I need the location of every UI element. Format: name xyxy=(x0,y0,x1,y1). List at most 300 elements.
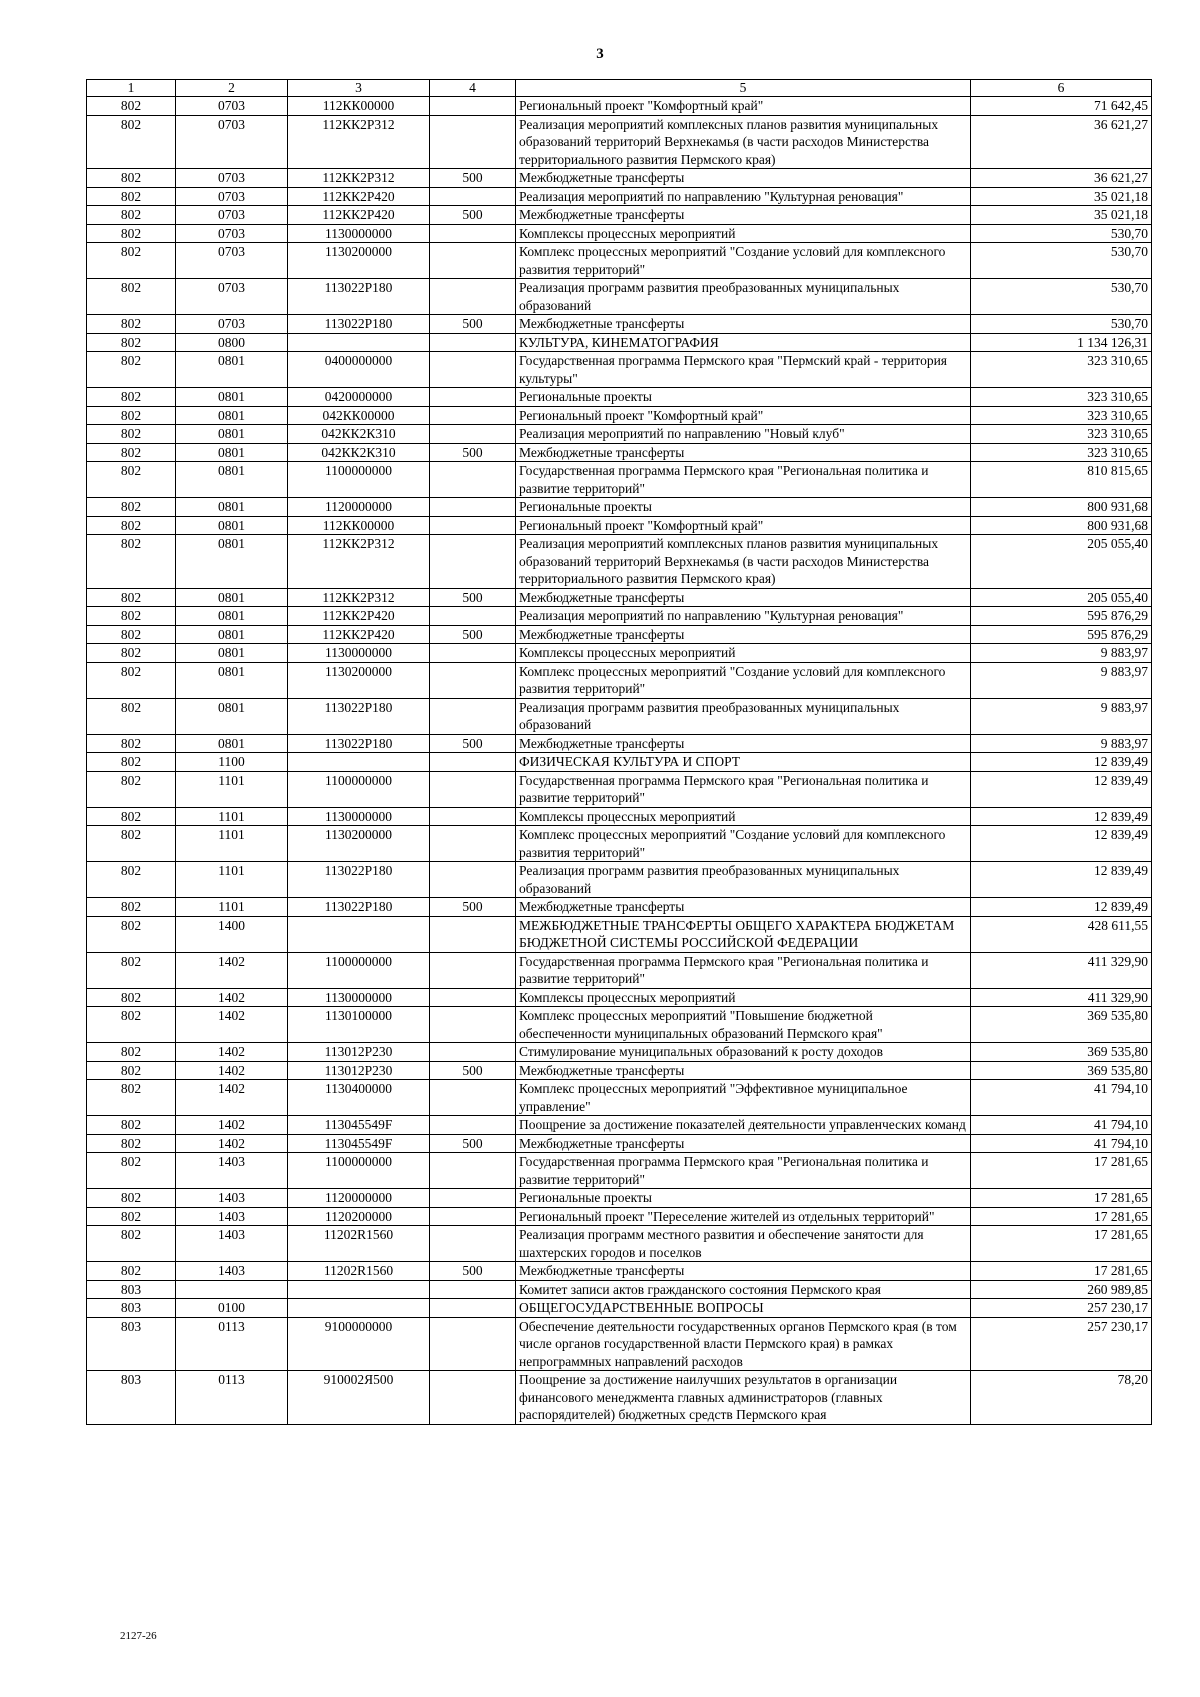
table-row xyxy=(87,916,1152,952)
expense-type-code-cell xyxy=(430,388,516,407)
ministry-code-cell: 803 xyxy=(87,1371,176,1425)
expense-type-code-cell: 500 xyxy=(430,1061,516,1080)
item-name-cell: Реализация программ развития преобразованных муниципальных образований xyxy=(516,862,971,898)
amount-cell: 41 794,10 xyxy=(971,1134,1152,1153)
ministry-code-cell: 802 xyxy=(87,1207,176,1226)
expense-type-code-cell xyxy=(430,97,516,116)
item-name-cell: Комплекс процессных мероприятий "Создание условий для комплексного развития территорий" xyxy=(516,826,971,862)
section-code-cell: 0801 xyxy=(176,588,288,607)
ministry-code-cell: 802 xyxy=(87,1226,176,1262)
item-name-cell: Реализация мероприятий по направлению "Культурная реновация" xyxy=(516,607,971,626)
ministry-code-cell: 802 xyxy=(87,1134,176,1153)
section-code-cell: 0703 xyxy=(176,169,288,188)
table-row xyxy=(87,698,1152,734)
column-header: 5 xyxy=(516,80,971,97)
expense-type-code-cell xyxy=(430,771,516,807)
expense-type-code-cell xyxy=(430,1226,516,1262)
section-code-cell: 0703 xyxy=(176,224,288,243)
ministry-code-cell: 802 xyxy=(87,516,176,535)
target-code-cell: 113022Р180 xyxy=(288,279,430,315)
ministry-code-cell: 802 xyxy=(87,462,176,498)
ministry-code-cell: 802 xyxy=(87,224,176,243)
ministry-code-cell: 802 xyxy=(87,406,176,425)
expense-type-code-cell xyxy=(430,1280,516,1299)
amount-cell: 323 310,65 xyxy=(971,388,1152,407)
section-code-cell: 1101 xyxy=(176,826,288,862)
table-row xyxy=(87,1299,1152,1318)
target-code-cell: 042КК2К310 xyxy=(288,425,430,444)
target-code-cell: 0400000000 xyxy=(288,352,430,388)
amount-cell: 9 883,97 xyxy=(971,644,1152,663)
expense-type-code-cell xyxy=(430,224,516,243)
section-code-cell: 0801 xyxy=(176,516,288,535)
item-name-cell: Реализация программ развития преобразованных муниципальных образований xyxy=(516,279,971,315)
item-name-cell: Межбюджетные трансферты xyxy=(516,1262,971,1281)
item-name-cell: Стимулирование муниципальных образований к росту доходов xyxy=(516,1043,971,1062)
target-code-cell: 1100000000 xyxy=(288,771,430,807)
ministry-code-cell: 803 xyxy=(87,1299,176,1318)
section-code-cell: 1402 xyxy=(176,1134,288,1153)
target-code-cell: 112КК00000 xyxy=(288,97,430,116)
table-row xyxy=(87,315,1152,334)
item-name-cell: Реализация мероприятий комплексных планов развития муниципальных образований территорий Верхнекамья (в части расходов Министерства территориального развития Пермского края) xyxy=(516,535,971,589)
section-code-cell: 1101 xyxy=(176,898,288,917)
target-code-cell: 1130000000 xyxy=(288,644,430,663)
section-code-cell: 0113 xyxy=(176,1317,288,1371)
expense-type-code-cell xyxy=(430,1371,516,1425)
item-name-cell: Комплекс процессных мероприятий "Эффективное муниципальное управление" xyxy=(516,1080,971,1116)
table-row xyxy=(87,462,1152,498)
table-row xyxy=(87,243,1152,279)
item-name-cell: Комплекс процессных мероприятий "Повышение бюджетной обеспеченности муниципальных образований Пермского края" xyxy=(516,1007,971,1043)
ministry-code-cell: 802 xyxy=(87,1080,176,1116)
ministry-code-cell: 802 xyxy=(87,734,176,753)
table-row xyxy=(87,662,1152,698)
amount-cell: 800 931,68 xyxy=(971,516,1152,535)
item-name-cell: Государственная программа Пермского края "Региональная политика и развитие территорий" xyxy=(516,462,971,498)
amount-cell: 323 310,65 xyxy=(971,406,1152,425)
table-row xyxy=(87,607,1152,626)
expense-type-code-cell xyxy=(430,698,516,734)
target-code-cell: 112КК00000 xyxy=(288,516,430,535)
section-code-cell: 1402 xyxy=(176,952,288,988)
item-name-cell: Комплекс процессных мероприятий "Создание условий для комплексного развития территорий" xyxy=(516,662,971,698)
amount-cell: 9 883,97 xyxy=(971,734,1152,753)
table-row xyxy=(87,1116,1152,1135)
ministry-code-cell: 802 xyxy=(87,607,176,626)
section-code-cell: 0801 xyxy=(176,498,288,517)
table-row xyxy=(87,516,1152,535)
target-code-cell: 910002Я500 xyxy=(288,1371,430,1425)
ministry-code-cell: 802 xyxy=(87,279,176,315)
table-row xyxy=(87,443,1152,462)
ministry-code-cell: 802 xyxy=(87,1153,176,1189)
item-name-cell: Межбюджетные трансферты xyxy=(516,169,971,188)
budget-table xyxy=(86,79,1152,1425)
expense-type-code-cell: 500 xyxy=(430,443,516,462)
item-name-cell: Государственная программа Пермского края "Региональная политика и развитие территорий" xyxy=(516,771,971,807)
section-code-cell: 1403 xyxy=(176,1153,288,1189)
target-code-cell xyxy=(288,333,430,352)
table-row xyxy=(87,169,1152,188)
target-code-cell: 1130200000 xyxy=(288,662,430,698)
amount-cell: 205 055,40 xyxy=(971,535,1152,589)
table-row xyxy=(87,1134,1152,1153)
expense-type-code-cell xyxy=(430,498,516,517)
section-code-cell: 0113 xyxy=(176,1371,288,1425)
ministry-code-cell: 802 xyxy=(87,206,176,225)
ministry-code-cell: 802 xyxy=(87,898,176,917)
section-code-cell: 0100 xyxy=(176,1299,288,1318)
target-code-cell xyxy=(288,1299,430,1318)
amount-cell: 78,20 xyxy=(971,1371,1152,1425)
ministry-code-cell: 802 xyxy=(87,862,176,898)
ministry-code-cell: 802 xyxy=(87,1043,176,1062)
item-name-cell: Региональный проект "Комфортный край" xyxy=(516,516,971,535)
column-header: 3 xyxy=(288,80,430,97)
section-code-cell: 0703 xyxy=(176,206,288,225)
section-code-cell: 1402 xyxy=(176,1061,288,1080)
column-header: 1 xyxy=(87,80,176,97)
expense-type-code-cell xyxy=(430,333,516,352)
table-row xyxy=(87,588,1152,607)
amount-cell: 12 839,49 xyxy=(971,753,1152,772)
amount-cell: 12 839,49 xyxy=(971,771,1152,807)
item-name-cell: Межбюджетные трансферты xyxy=(516,588,971,607)
table-row xyxy=(87,1262,1152,1281)
ministry-code-cell: 802 xyxy=(87,662,176,698)
amount-cell: 17 281,65 xyxy=(971,1207,1152,1226)
target-code-cell xyxy=(288,1280,430,1299)
ministry-code-cell: 802 xyxy=(87,97,176,116)
ministry-code-cell: 802 xyxy=(87,243,176,279)
ministry-code-cell: 802 xyxy=(87,443,176,462)
ministry-code-cell: 802 xyxy=(87,988,176,1007)
item-name-cell: Межбюджетные трансферты xyxy=(516,1134,971,1153)
amount-cell: 369 535,80 xyxy=(971,1007,1152,1043)
item-name-cell: Межбюджетные трансферты xyxy=(516,1061,971,1080)
target-code-cell: 1130400000 xyxy=(288,1080,430,1116)
table-row xyxy=(87,187,1152,206)
section-code-cell: 0801 xyxy=(176,644,288,663)
table-row xyxy=(87,115,1152,169)
table-row xyxy=(87,1317,1152,1371)
ministry-code-cell: 802 xyxy=(87,588,176,607)
target-code-cell: 113022Р180 xyxy=(288,698,430,734)
target-code-cell: 9100000000 xyxy=(288,1317,430,1371)
target-code-cell: 113022Р180 xyxy=(288,734,430,753)
expense-type-code-cell xyxy=(430,1207,516,1226)
section-code-cell: 0801 xyxy=(176,662,288,698)
item-name-cell: Региональный проект "Переселение жителей из отдельных территорий" xyxy=(516,1207,971,1226)
section-code-cell: 1101 xyxy=(176,771,288,807)
amount-cell: 260 989,85 xyxy=(971,1280,1152,1299)
section-code-cell: 0703 xyxy=(176,279,288,315)
amount-cell: 411 329,90 xyxy=(971,988,1152,1007)
section-code-cell: 1403 xyxy=(176,1226,288,1262)
item-name-cell: Межбюджетные трансферты xyxy=(516,443,971,462)
item-name-cell: ОБЩЕГОСУДАРСТВЕННЫЕ ВОПРОСЫ xyxy=(516,1299,971,1318)
section-code-cell: 0800 xyxy=(176,333,288,352)
table-row xyxy=(87,771,1152,807)
target-code-cell: 113045549F xyxy=(288,1134,430,1153)
section-code-cell: 0801 xyxy=(176,698,288,734)
section-code-cell: 0801 xyxy=(176,352,288,388)
ministry-code-cell: 802 xyxy=(87,807,176,826)
table-row xyxy=(87,97,1152,116)
amount-cell: 12 839,49 xyxy=(971,862,1152,898)
ministry-code-cell: 802 xyxy=(87,535,176,589)
target-code-cell: 1130000000 xyxy=(288,988,430,1007)
expense-type-code-cell xyxy=(430,516,516,535)
target-code-cell: 113022Р180 xyxy=(288,898,430,917)
expense-type-code-cell xyxy=(430,916,516,952)
amount-cell: 323 310,65 xyxy=(971,443,1152,462)
target-code-cell: 112КК2Р420 xyxy=(288,206,430,225)
section-code-cell: 1400 xyxy=(176,916,288,952)
target-code-cell: 112КК2Р312 xyxy=(288,169,430,188)
item-name-cell: Межбюджетные трансферты xyxy=(516,898,971,917)
expense-type-code-cell xyxy=(430,1007,516,1043)
item-name-cell: Реализация программ развития преобразованных муниципальных образований xyxy=(516,698,971,734)
table-row xyxy=(87,224,1152,243)
expense-type-code-cell xyxy=(430,1116,516,1135)
amount-cell: 257 230,17 xyxy=(971,1317,1152,1371)
target-code-cell: 112КК2Р420 xyxy=(288,187,430,206)
target-code-cell: 1100000000 xyxy=(288,952,430,988)
table-row xyxy=(87,333,1152,352)
amount-cell: 35 021,18 xyxy=(971,206,1152,225)
target-code-cell: 11202R1560 xyxy=(288,1262,430,1281)
table-row xyxy=(87,425,1152,444)
target-code-cell: 1130000000 xyxy=(288,807,430,826)
target-code-cell: 1120200000 xyxy=(288,1207,430,1226)
item-name-cell: Комплекс процессных мероприятий "Создание условий для комплексного развития территорий" xyxy=(516,243,971,279)
item-name-cell: Региональные проекты xyxy=(516,1189,971,1208)
ministry-code-cell: 802 xyxy=(87,698,176,734)
amount-cell: 530,70 xyxy=(971,243,1152,279)
expense-type-code-cell xyxy=(430,607,516,626)
table-row xyxy=(87,1080,1152,1116)
target-code-cell: 113012Р230 xyxy=(288,1061,430,1080)
amount-cell: 323 310,65 xyxy=(971,425,1152,444)
expense-type-code-cell xyxy=(430,352,516,388)
expense-type-code-cell: 500 xyxy=(430,588,516,607)
target-code-cell: 1130200000 xyxy=(288,826,430,862)
section-code-cell: 0703 xyxy=(176,97,288,116)
table-row xyxy=(87,1371,1152,1425)
table-row xyxy=(87,1007,1152,1043)
section-code-cell: 0801 xyxy=(176,425,288,444)
expense-type-code-cell xyxy=(430,988,516,1007)
section-code-cell: 0801 xyxy=(176,443,288,462)
amount-cell: 810 815,65 xyxy=(971,462,1152,498)
target-code-cell: 112КК2Р312 xyxy=(288,535,430,589)
section-code-cell xyxy=(176,1280,288,1299)
expense-type-code-cell: 500 xyxy=(430,315,516,334)
table-row xyxy=(87,644,1152,663)
amount-cell: 530,70 xyxy=(971,279,1152,315)
item-name-cell: Межбюджетные трансферты xyxy=(516,315,971,334)
section-code-cell: 1403 xyxy=(176,1262,288,1281)
amount-cell: 12 839,49 xyxy=(971,826,1152,862)
table-row xyxy=(87,406,1152,425)
ministry-code-cell: 802 xyxy=(87,625,176,644)
amount-cell: 369 535,80 xyxy=(971,1061,1152,1080)
expense-type-code-cell xyxy=(430,462,516,498)
amount-cell: 595 876,29 xyxy=(971,607,1152,626)
item-name-cell: Комплексы процессных мероприятий xyxy=(516,644,971,663)
section-code-cell: 1101 xyxy=(176,807,288,826)
table-row xyxy=(87,1226,1152,1262)
expense-type-code-cell xyxy=(430,406,516,425)
item-name-cell: Межбюджетные трансферты xyxy=(516,625,971,644)
expense-type-code-cell xyxy=(430,807,516,826)
target-code-cell xyxy=(288,753,430,772)
ministry-code-cell: 802 xyxy=(87,753,176,772)
amount-cell: 530,70 xyxy=(971,224,1152,243)
section-code-cell: 0801 xyxy=(176,607,288,626)
target-code-cell: 042КК2К310 xyxy=(288,443,430,462)
document-code: 2127-26 xyxy=(120,1630,157,1642)
amount-cell: 800 931,68 xyxy=(971,498,1152,517)
section-code-cell: 1402 xyxy=(176,1080,288,1116)
amount-cell: 71 642,45 xyxy=(971,97,1152,116)
table-row xyxy=(87,625,1152,644)
target-code-cell: 113022Р180 xyxy=(288,862,430,898)
expense-type-code-cell xyxy=(430,535,516,589)
amount-cell: 1 134 126,31 xyxy=(971,333,1152,352)
item-name-cell: Реализация мероприятий по направлению "Культурная реновация" xyxy=(516,187,971,206)
item-name-cell: Государственная программа Пермского края "Пермский край - территория культуры" xyxy=(516,352,971,388)
column-header: 2 xyxy=(176,80,288,97)
section-code-cell: 0801 xyxy=(176,388,288,407)
section-code-cell: 1402 xyxy=(176,988,288,1007)
item-name-cell: Региональные проекты xyxy=(516,498,971,517)
table-row xyxy=(87,279,1152,315)
amount-cell: 17 281,65 xyxy=(971,1226,1152,1262)
section-code-cell: 0801 xyxy=(176,625,288,644)
amount-cell: 12 839,49 xyxy=(971,807,1152,826)
amount-cell: 9 883,97 xyxy=(971,698,1152,734)
item-name-cell: Реализация мероприятий комплексных планов развития муниципальных образований территорий Верхнекамья (в части расходов Министерства территориального развития Пермского края) xyxy=(516,115,971,169)
section-code-cell: 0703 xyxy=(176,187,288,206)
target-code-cell: 1120000000 xyxy=(288,498,430,517)
column-header: 4 xyxy=(430,80,516,97)
ministry-code-cell: 802 xyxy=(87,333,176,352)
expense-type-code-cell xyxy=(430,862,516,898)
ministry-code-cell: 802 xyxy=(87,1189,176,1208)
table-row xyxy=(87,734,1152,753)
amount-cell: 595 876,29 xyxy=(971,625,1152,644)
table-row xyxy=(87,1061,1152,1080)
table-row xyxy=(87,807,1152,826)
section-code-cell: 0703 xyxy=(176,115,288,169)
table-row xyxy=(87,206,1152,225)
target-code-cell: 042КК00000 xyxy=(288,406,430,425)
ministry-code-cell: 802 xyxy=(87,388,176,407)
expense-type-code-cell xyxy=(430,1299,516,1318)
amount-cell: 205 055,40 xyxy=(971,588,1152,607)
expense-type-code-cell xyxy=(430,952,516,988)
expense-type-code-cell: 500 xyxy=(430,169,516,188)
amount-cell: 323 310,65 xyxy=(971,352,1152,388)
amount-cell: 411 329,90 xyxy=(971,952,1152,988)
column-header: 6 xyxy=(971,80,1152,97)
section-code-cell: 1402 xyxy=(176,1007,288,1043)
target-code-cell: 1100000000 xyxy=(288,462,430,498)
expense-type-code-cell xyxy=(430,753,516,772)
expense-type-code-cell xyxy=(430,1080,516,1116)
table-row xyxy=(87,898,1152,917)
target-code-cell: 1130200000 xyxy=(288,243,430,279)
table-row xyxy=(87,388,1152,407)
amount-cell: 36 621,27 xyxy=(971,169,1152,188)
expense-type-code-cell: 500 xyxy=(430,1262,516,1281)
table-row xyxy=(87,1043,1152,1062)
ministry-code-cell: 802 xyxy=(87,644,176,663)
item-name-cell: Комплексы процессных мероприятий xyxy=(516,224,971,243)
table-row xyxy=(87,1189,1152,1208)
ministry-code-cell: 802 xyxy=(87,826,176,862)
amount-cell: 9 883,97 xyxy=(971,662,1152,698)
target-code-cell: 113045549F xyxy=(288,1116,430,1135)
item-name-cell: Региональный проект "Комфортный край" xyxy=(516,406,971,425)
table-row xyxy=(87,352,1152,388)
ministry-code-cell: 803 xyxy=(87,1280,176,1299)
expense-type-code-cell: 500 xyxy=(430,206,516,225)
target-code-cell: 11202R1560 xyxy=(288,1226,430,1262)
item-name-cell: Межбюджетные трансферты xyxy=(516,206,971,225)
ministry-code-cell: 802 xyxy=(87,187,176,206)
section-code-cell: 1402 xyxy=(176,1043,288,1062)
item-name-cell: Обеспечение деятельности государственных органов Пермского края (в том числе органов государственной власти Пермского края) в рамках непрограммных направлений расходов xyxy=(516,1317,971,1371)
amount-cell: 12 839,49 xyxy=(971,898,1152,917)
table-row xyxy=(87,862,1152,898)
section-code-cell: 1402 xyxy=(176,1116,288,1135)
expense-type-code-cell: 500 xyxy=(430,734,516,753)
expense-type-code-cell xyxy=(430,1153,516,1189)
amount-cell: 17 281,65 xyxy=(971,1262,1152,1281)
ministry-code-cell: 803 xyxy=(87,1317,176,1371)
target-code-cell: 1130000000 xyxy=(288,224,430,243)
table-row xyxy=(87,1207,1152,1226)
ministry-code-cell: 802 xyxy=(87,1262,176,1281)
ministry-code-cell: 802 xyxy=(87,115,176,169)
ministry-code-cell: 802 xyxy=(87,1116,176,1135)
item-name-cell: Реализация программ местного развития и обеспечение занятости для шахтерских городов и поселков xyxy=(516,1226,971,1262)
amount-cell: 41 794,10 xyxy=(971,1080,1152,1116)
target-code-cell: 112КК2Р420 xyxy=(288,625,430,644)
amount-cell: 428 611,55 xyxy=(971,916,1152,952)
item-name-cell: Межбюджетные трансферты xyxy=(516,734,971,753)
target-code-cell: 113012Р230 xyxy=(288,1043,430,1062)
ministry-code-cell: 802 xyxy=(87,771,176,807)
expense-type-code-cell xyxy=(430,115,516,169)
item-name-cell: Государственная программа Пермского края "Региональная политика и развитие территорий" xyxy=(516,952,971,988)
ministry-code-cell: 802 xyxy=(87,916,176,952)
target-code-cell: 112КК2Р312 xyxy=(288,115,430,169)
section-code-cell: 1403 xyxy=(176,1189,288,1208)
item-name-cell: Реализация мероприятий по направлению "Новый клуб" xyxy=(516,425,971,444)
ministry-code-cell: 802 xyxy=(87,425,176,444)
expense-type-code-cell xyxy=(430,243,516,279)
expense-type-code-cell xyxy=(430,1317,516,1371)
item-name-cell: КУЛЬТУРА, КИНЕМАТОГРАФИЯ xyxy=(516,333,971,352)
item-name-cell: Поощрение за достижение наилучших результатов в организации финансового менеджмента главных администраторов (главных распорядителей) бюджетных средств Пермского края xyxy=(516,1371,971,1425)
section-code-cell: 1101 xyxy=(176,862,288,898)
expense-type-code-cell xyxy=(430,644,516,663)
